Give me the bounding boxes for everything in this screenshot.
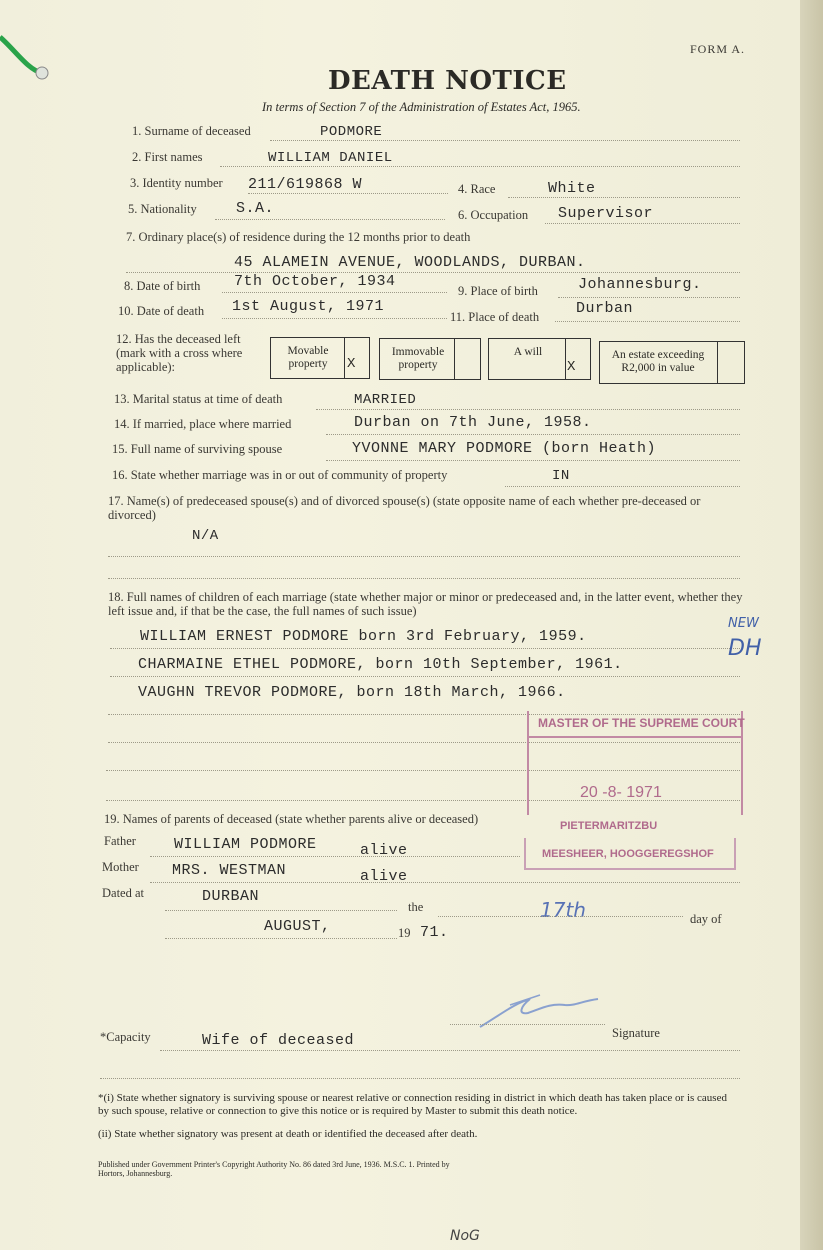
nationality-label: 5. Nationality (128, 202, 197, 216)
bottom-annotation: NoG (450, 1228, 480, 1244)
surname-label: 1. Surname of deceased (132, 124, 251, 138)
stamp-divider (527, 736, 741, 738)
signature-mark (470, 985, 610, 1035)
married-place-label: 14. If married, place where married (114, 417, 292, 431)
movable-property-mark: X (347, 356, 356, 372)
community-label: 16. State whether marriage was in or out of community of property (112, 468, 448, 482)
dod-value[interactable]: 1st August, 1971 (232, 298, 385, 315)
predeceased-value[interactable]: N/A (192, 528, 219, 544)
stamp-line-2: PIETERMARITZBU (560, 820, 658, 832)
signature-label: Signature (612, 1026, 660, 1040)
marital-status-value[interactable]: MARRIED (354, 392, 417, 408)
pod-label: 11. Place of death (450, 310, 540, 324)
pod-value[interactable]: Durban (576, 300, 634, 317)
will-mark: X (567, 359, 576, 375)
initials-annotation: DH (728, 636, 762, 661)
page-title: DEATH NOTICE (328, 66, 567, 96)
capacity-value[interactable]: Wife of deceased (202, 1032, 355, 1049)
day-of-label: day of (690, 912, 722, 926)
pob-value[interactable]: Johannesburg. (578, 276, 702, 293)
pob-label: 9. Place of birth (458, 284, 538, 298)
dod-label: 10. Date of death (118, 304, 205, 318)
predeceased-label: 17. Name(s) of predeceased spouse(s) and of divorced spouse(s) (state opposite name of each whether pre-deceased or divorced) (108, 494, 701, 522)
id-value[interactable]: 211/619868 W (248, 176, 363, 193)
year-value[interactable]: 71. (420, 924, 449, 941)
immovable-property-box[interactable] (379, 338, 481, 380)
father-value[interactable]: WILLIAM PODMORE (174, 836, 317, 853)
parents-label: 19. Names of parents of deceased (state whether parents alive or deceased) (104, 812, 479, 826)
form-id: FORM A. (690, 42, 746, 56)
stamp-lower-frame (524, 838, 736, 870)
estate-exceeding-box[interactable] (599, 341, 745, 384)
residence-value[interactable]: 45 ALAMEIN AVENUE, WOODLANDS, DURBAN. (234, 254, 586, 271)
printer-note: Published under Government Printer's Copyright Authority No. 86 dated 3rd June, 1936. M.S.C. 1. Printed by Hortors, Johannesburg. (98, 1160, 450, 1178)
immovable-property-label: Immovable property (391, 346, 445, 371)
page-edge (800, 0, 823, 1250)
dated-at-label: Dated at (102, 886, 144, 900)
month-value[interactable]: AUGUST, (264, 918, 331, 935)
stamp-date: 20 -8- 1971 (580, 784, 662, 801)
year-prefix: 19 (398, 926, 411, 940)
page-subtitle: In terms of Section 7 of the Administration of Estates Act, 1965. (262, 100, 581, 114)
footnote-1: *(i) State whether signatory is surviving spouse or nearest relative or connection residing in district in which death has taken place or is caused by such spouse, relative or connection to give this notice or is required by Master to submit this death notice. (98, 1092, 727, 1117)
father-status[interactable]: alive (360, 842, 408, 859)
dob-label: 8. Date of birth (124, 279, 201, 293)
stamp-line-1: MASTER OF THE SUPREME COURT (538, 716, 745, 730)
child-2[interactable]: CHARMAINE ETHEL PODMORE, born 10th September, 1961. (138, 656, 623, 673)
mother-label: Mother (102, 860, 139, 874)
spouse-label: 15. Full name of surviving spouse (112, 442, 283, 456)
occupation-value[interactable]: Supervisor (558, 205, 654, 222)
race-value[interactable]: White (548, 180, 596, 197)
community-value[interactable]: IN (552, 468, 570, 484)
stamp-line-3: MEESHEER, HOOGGEREGSHOF (542, 848, 714, 860)
occupation-label: 6. Occupation (458, 208, 529, 222)
will-box[interactable] (488, 338, 591, 380)
movable-property-label: Movable property (287, 345, 329, 370)
assets-label: 12. Has the deceased left (mark with a cross where applicable): (116, 332, 243, 374)
estate-exceeding-label: An estate exceeding R2,000 in value (611, 349, 705, 374)
child-1[interactable]: WILLIAM ERNEST PODMORE born 3rd February, 1959. (140, 628, 587, 645)
surname-value[interactable]: PODMORE (320, 124, 383, 140)
footnote-2: (ii) State whether signatory was present at death or identified the deceased after death. (98, 1128, 478, 1140)
residence-label: 7. Ordinary place(s) of residence during the 12 months prior to death (126, 230, 471, 244)
race-label: 4. Race (458, 182, 496, 196)
nationality-value[interactable]: S.A. (236, 200, 275, 217)
string-tie-icon (0, 25, 60, 85)
id-label: 3. Identity number (130, 176, 223, 190)
will-label: A will (513, 346, 543, 358)
new-annotation: NEW (728, 616, 759, 631)
mother-status[interactable]: alive (360, 868, 408, 885)
married-place-value[interactable]: Durban on 7th June, 1958. (354, 414, 592, 431)
child-3[interactable]: VAUGHN TREVOR PODMORE, born 18th March, 1966. (138, 684, 566, 701)
the-label: the (408, 900, 424, 914)
day-value[interactable]: 17th (540, 898, 586, 922)
children-label: 18. Full names of children of each marriage (state whether major or minor or predeceased and, in the latter event, whether they left issue and, if that be the case, the full names of such issue) (108, 590, 743, 618)
mother-value[interactable]: MRS. WESTMAN (172, 862, 287, 879)
father-label: Father (104, 834, 136, 848)
marital-status-label: 13. Marital status at time of death (114, 392, 283, 406)
dated-place[interactable]: DURBAN (202, 888, 260, 905)
movable-property-box[interactable] (270, 337, 370, 379)
spouse-value[interactable]: YVONNE MARY PODMORE (born Heath) (352, 440, 657, 457)
first-names-value[interactable]: WILLIAM DANIEL (268, 150, 393, 166)
first-names-label: 2. First names (132, 150, 203, 164)
capacity-label: *Capacity (100, 1030, 151, 1044)
dob-value[interactable]: 7th October, 1934 (234, 273, 396, 290)
